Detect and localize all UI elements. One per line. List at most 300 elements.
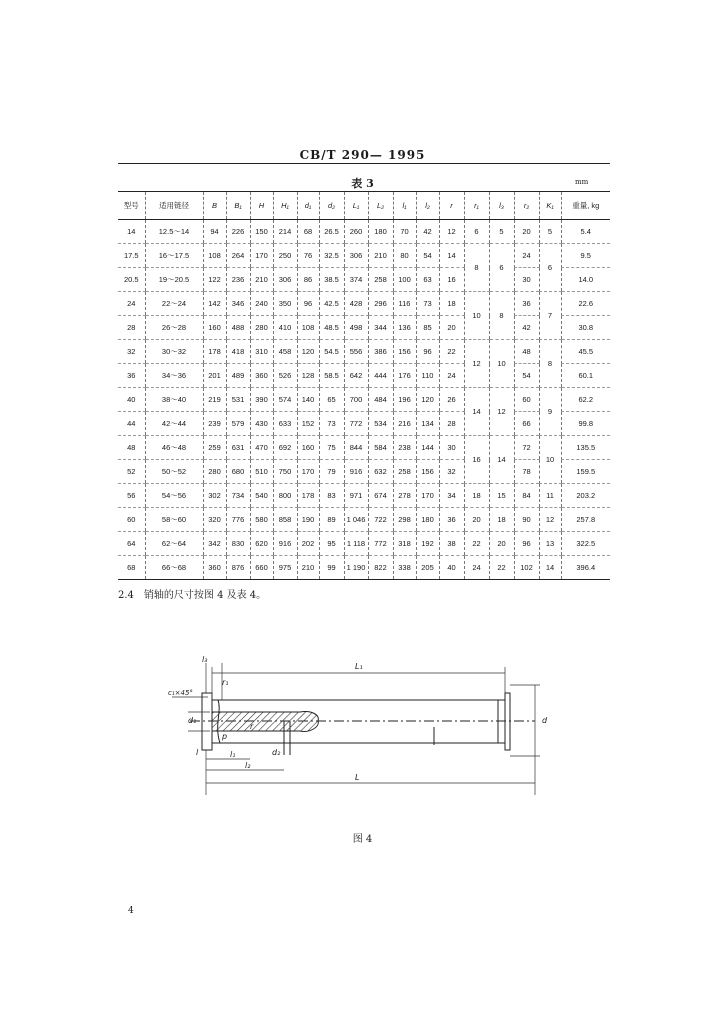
label-l3: l₃ [202,655,208,664]
table-cell: 96 [514,532,539,556]
table-cell: 822 [368,556,393,580]
table-cell: 54～56 [145,484,203,508]
table-cell: 85 [416,316,439,340]
table-cell: 8 [539,340,561,388]
table-cell: 210 [250,268,273,292]
page-number: 4 [128,906,134,916]
table-cell: 7 [539,292,561,340]
table-row [118,460,610,484]
table-cell: 350 [273,292,297,316]
table-cell: 30.8 [561,316,610,340]
table-cell: 48.5 [319,316,344,340]
table-cell: 28 [439,412,464,436]
table-cell: 498 [344,316,368,340]
table-cell: 63 [416,268,439,292]
table-cell: 13 [539,532,561,556]
table-cell: 239 [203,412,226,436]
header-cell: 重量, kg [561,192,610,220]
header-cell: 适用链径 [145,192,203,220]
table-cell: 6 [539,244,561,292]
table-cell: 176 [393,364,416,388]
table-cell: 75 [319,436,344,460]
page-header: CB/T 290— 1995 [299,148,426,162]
table-cell: 18 [439,292,464,316]
table-cell: 22.6 [561,292,610,316]
table-cell: 210 [368,244,393,268]
header-cell: d₂ [319,192,344,220]
table-cell: 94 [203,220,226,244]
table-cell: 322.5 [561,532,610,556]
header-cell: H₁ [273,192,297,220]
table-cell: 259 [203,436,226,460]
table-cell: 32 [118,340,145,364]
table-cell: 584 [368,436,393,460]
header-cell: r₁ [464,192,489,220]
pin-shaft-drawing [150,655,550,803]
table-cell: 180 [368,220,393,244]
table-cell: 22 [439,340,464,364]
table-cell: 240 [250,292,273,316]
table-cell: 219 [203,388,226,412]
table-cell: 152 [297,412,319,436]
table-cell: 160 [297,436,319,460]
table-cell: 19～20.5 [145,268,203,292]
table-cell: 396.4 [561,556,610,580]
table-cell: 14.0 [561,268,610,292]
label-L1: L₁ [355,662,363,671]
table-cell: 660 [250,556,273,580]
table-cell: 26～28 [145,316,203,340]
label-L: L [355,773,360,782]
table-cell: 430 [250,412,273,436]
header-cell: l₃ [489,192,514,220]
table-cell: 844 [344,436,368,460]
table-cell: 258 [393,460,416,484]
table-cell: 100 [393,268,416,292]
table-cell: 52 [118,460,145,484]
table-cell: 531 [226,388,250,412]
table-cell: 54 [514,364,539,388]
table-cell: 60.1 [561,364,610,388]
label-r: r [250,722,254,731]
table-cell: 342 [203,532,226,556]
table-row [118,508,610,532]
label-c: c₁×45° [168,689,193,697]
header-cell: l₂ [416,192,439,220]
table-cell: 20 [514,220,539,244]
table-cell: 556 [344,340,368,364]
table-cell: 60 [514,388,539,412]
table-cell: 6 [489,244,514,292]
table-cell: 916 [273,532,297,556]
table-cell: 16 [439,268,464,292]
table-cell: 70 [393,220,416,244]
table-cell: 110 [416,364,439,388]
table-cell: 226 [226,220,250,244]
table-cell: 76 [297,244,319,268]
table-cell: 144 [416,436,439,460]
header-cell: B₁ [226,192,250,220]
table-cell: 99 [319,556,344,580]
table-cell: 580 [250,508,273,532]
table-cell: 73 [416,292,439,316]
table-cell: 346 [226,292,250,316]
table-cell: 56 [118,484,145,508]
table-cell: 642 [344,364,368,388]
table-cell: 574 [273,388,297,412]
table-cell: 318 [393,532,416,556]
header-rule [118,163,610,164]
section-text: 2.4 销轴的尺寸按图 4 及表 4。 [118,590,267,601]
table-cell: 190 [297,508,319,532]
table-cell: 975 [273,556,297,580]
table-cell: 205 [416,556,439,580]
table-cell: 278 [393,484,416,508]
hatched-section [212,712,318,732]
table-cell: 971 [344,484,368,508]
table-cell: 344 [368,316,393,340]
table-cell: 58～60 [145,508,203,532]
table-cell: 306 [273,268,297,292]
table-cell: 16～17.5 [145,244,203,268]
table-cell: 24 [118,292,145,316]
table-cell: 20 [464,508,489,532]
table-cell: 700 [344,388,368,412]
table-cell: 159.5 [561,460,610,484]
table-cell: 54 [416,244,439,268]
table-cell: 458 [273,340,297,364]
table-cell: 10 [464,292,489,340]
table-cell: 24 [514,244,539,268]
table-cell: 1 118 [344,532,368,556]
table-cell: 540 [250,484,273,508]
table-cell: 34～36 [145,364,203,388]
table-cell: 192 [416,532,439,556]
table-cell: 10 [539,436,561,484]
table-cell: 38 [439,532,464,556]
table-cell: 534 [368,412,393,436]
table-cell: 374 [344,268,368,292]
label-l: l [196,748,199,757]
table-cell: 142 [203,292,226,316]
table-cell: 34 [439,484,464,508]
table-cell: 40 [118,388,145,412]
table-cell: 5.4 [561,220,610,244]
table-cell: 280 [203,460,226,484]
table-row [118,244,610,268]
table-cell: 631 [226,436,250,460]
label-p: p [222,732,228,741]
table-cell: 510 [250,460,273,484]
table-cell: 632 [368,460,393,484]
table-cell: 68 [297,220,319,244]
table-row [118,268,610,292]
table-row [118,292,610,316]
table-cell: 360 [203,556,226,580]
table-cell: 258 [368,268,393,292]
table-cell: 42 [416,220,439,244]
table-cell: 236 [226,268,250,292]
table-cell: 410 [273,316,297,340]
table-cell: 80 [393,244,416,268]
table-cell: 916 [344,460,368,484]
table-row [118,436,610,460]
table-cell: 32.5 [319,244,344,268]
table-cell: 360 [250,364,273,388]
table-cell: 14 [464,388,489,436]
table-row [118,556,610,580]
label-r1: r₁ [222,678,229,687]
table-cell: 134 [416,412,439,436]
header-cell: K₁ [539,192,561,220]
table-cell: 160 [203,316,226,340]
table-cell: 102 [514,556,539,580]
table-cell: 150 [250,220,273,244]
table-row [118,340,610,364]
table-cell: 257.8 [561,508,610,532]
table-cell: 250 [273,244,297,268]
table-row [118,364,610,388]
table-cell: 120 [416,388,439,412]
table-cell: 86 [297,268,319,292]
table-cell: 14 [439,244,464,268]
table-cell: 120 [297,340,319,364]
table-cell: 42.5 [319,292,344,316]
table-cell: 302 [203,484,226,508]
table-cell: 201 [203,364,226,388]
table-cell: 68 [118,556,145,580]
table-cell: 674 [368,484,393,508]
header-cell: l₁ [393,192,416,220]
table-cell: 24 [439,364,464,388]
table-cell: 734 [226,484,250,508]
table-cell: 772 [344,412,368,436]
table-cell: 680 [226,460,250,484]
table-cell: 38～40 [145,388,203,412]
table-cell: 214 [273,220,297,244]
table-cell: 216 [393,412,416,436]
table-cell: 15 [489,484,514,508]
table-cell: 64 [118,532,145,556]
table-cell: 238 [393,436,416,460]
table-cell: 338 [393,556,416,580]
table-cell: 418 [226,340,250,364]
table-cell: 96 [297,292,319,316]
table-cell: 20 [489,532,514,556]
table-cell: 36 [439,508,464,532]
table-cell: 310 [250,340,273,364]
table-cell: 12.5～14 [145,220,203,244]
table-cell: 484 [368,388,393,412]
header-cell: B [203,192,226,220]
table-cell: 66～68 [145,556,203,580]
table-cell: 40 [439,556,464,580]
table-cell: 170 [297,460,319,484]
table-cell: 772 [368,532,393,556]
table-cell: 470 [250,436,273,460]
header-cell: 型号 [118,192,145,220]
table-cell: 136 [393,316,416,340]
table-cell: 30 [514,268,539,292]
table-cell: 122 [203,268,226,292]
table-title: 表 3 [351,177,374,190]
table-cell: 20.5 [118,268,145,292]
table-cell: 12 [439,220,464,244]
table-cell: 9 [539,388,561,436]
table-row [118,412,610,436]
table-cell: 36 [118,364,145,388]
table-cell: 9.5 [561,244,610,268]
table-cell: 42～44 [145,412,203,436]
table-cell: 116 [393,292,416,316]
table-cell: 14 [489,436,514,484]
table-cell: 30～32 [145,340,203,364]
table-cell: 390 [250,388,273,412]
table-cell: 22～24 [145,292,203,316]
table-cell: 73 [319,412,344,436]
table-cell: 633 [273,412,297,436]
header-cell: r [439,192,464,220]
table-cell: 6 [464,220,489,244]
table-cell: 428 [344,292,368,316]
table-cell: 58.5 [319,364,344,388]
table-cell: 108 [297,316,319,340]
table-cell: 14 [118,220,145,244]
table-cell: 260 [344,220,368,244]
table-cell: 156 [393,340,416,364]
table-cell: 170 [416,484,439,508]
table-cell: 16 [464,436,489,484]
table-cell: 62～64 [145,532,203,556]
figure-caption: 图 4 [352,834,373,845]
table-cell: 62.2 [561,388,610,412]
table-cell: 84 [514,484,539,508]
table-cell: 12 [464,340,489,388]
table-cell: 17.5 [118,244,145,268]
table-cell: 128 [297,364,319,388]
table-cell: 90 [514,508,539,532]
table-cell: 36 [514,292,539,316]
table-cell: 488 [226,316,250,340]
table-cell: 89 [319,508,344,532]
table-cell: 11 [539,484,561,508]
table-cell: 320 [203,508,226,532]
table-row [118,532,610,556]
table-cell: 140 [297,388,319,412]
table-cell: 95 [319,532,344,556]
table-row [118,484,610,508]
table-cell: 156 [416,460,439,484]
table-cell: 620 [250,532,273,556]
table-cell: 48 [118,436,145,460]
table-cell: 50～52 [145,460,203,484]
table-cell: 296 [368,292,393,316]
table-cell: 1 046 [344,508,368,532]
table-cell: 18 [489,508,514,532]
table-cell: 280 [250,316,273,340]
table-cell: 28 [118,316,145,340]
table-cell: 72 [514,436,539,460]
table-cell: 579 [226,412,250,436]
table-cell: 65 [319,388,344,412]
table-cell: 1 190 [344,556,368,580]
table-cell: 135.5 [561,436,610,460]
table-header-row [118,192,610,220]
table-cell: 18 [464,484,489,508]
table-cell: 750 [273,460,297,484]
table-cell: 876 [226,556,250,580]
table-cell: 38.5 [319,268,344,292]
table-cell: 526 [273,364,297,388]
table-cell: 30 [439,436,464,460]
table-cell: 20 [439,316,464,340]
table-cell: 26.5 [319,220,344,244]
header-cell: H [250,192,273,220]
table-cell: 24 [464,556,489,580]
table-body [118,220,610,580]
table-cell: 306 [344,244,368,268]
table-cell: 202 [297,532,319,556]
header-cell: r₂ [514,192,539,220]
table-row [118,316,610,340]
table-cell: 489 [226,364,250,388]
table-cell: 830 [226,532,250,556]
spec-table [118,191,610,580]
table-cell: 800 [273,484,297,508]
table-cell: 96 [416,340,439,364]
table-cell: 108 [203,244,226,268]
table-cell: 83 [319,484,344,508]
table-cell: 180 [416,508,439,532]
table-cell: 203.2 [561,484,610,508]
table-cell: 54.5 [319,340,344,364]
label-d2: d₂ [272,748,281,757]
table-cell: 12 [489,388,514,436]
table-cell: 722 [368,508,393,532]
table-cell: 178 [297,484,319,508]
table-cell: 8 [489,292,514,340]
table-cell: 12 [539,508,561,532]
table-cell: 858 [273,508,297,532]
table-cell: 99.8 [561,412,610,436]
table-cell: 264 [226,244,250,268]
label-d1: d₁ [188,716,197,725]
table-row [118,388,610,412]
table-cell: 776 [226,508,250,532]
table-cell: 48 [514,340,539,364]
table-cell: 298 [393,508,416,532]
table-cell: 26 [439,388,464,412]
table-cell: 692 [273,436,297,460]
table-cell: 79 [319,460,344,484]
table-cell: 42 [514,316,539,340]
label-d: d [542,716,548,725]
table-cell: 8 [464,244,489,292]
label-l1: l₁ [230,750,236,759]
table-cell: 10 [489,340,514,388]
table-unit: mm [575,178,589,186]
table-cell: 210 [297,556,319,580]
table-cell: 196 [393,388,416,412]
table-cell: 386 [368,340,393,364]
table-row [118,220,610,244]
table-cell: 60 [118,508,145,532]
header-cell: L₁ [344,192,368,220]
header-cell: L₂ [368,192,393,220]
table-cell: 32 [439,460,464,484]
header-cell: d₁ [297,192,319,220]
table-cell: 45.5 [561,340,610,364]
